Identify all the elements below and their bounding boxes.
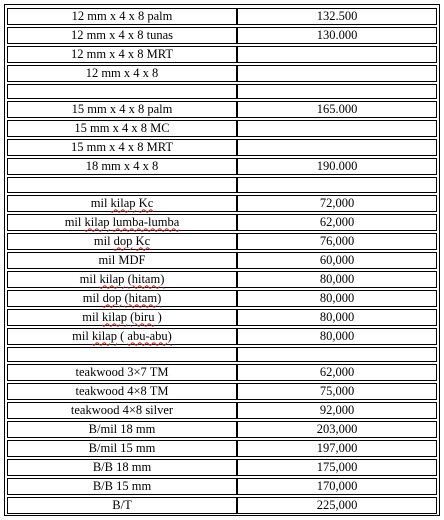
item-price-cell: 72,000	[237, 195, 437, 212]
item-name-cell: mil dop (hitam)	[7, 290, 237, 307]
table-spacer-row	[7, 84, 437, 99]
item-price-cell: 175,000	[237, 459, 437, 476]
spellcheck-word: (biru	[130, 309, 155, 324]
item-price-cell: 132.500	[237, 8, 437, 25]
item-name-cell: 18 mm x 4 x 8	[7, 158, 237, 175]
item-price-cell: 80,000	[237, 271, 437, 288]
item-price-cell	[237, 120, 437, 137]
item-name-cell: B/B 18 mm	[7, 459, 237, 476]
item-name-cell: teakwood 3×7 TM	[7, 364, 237, 381]
table-row	[7, 497, 437, 514]
item-price-cell	[237, 84, 437, 99]
item-price-cell	[237, 347, 437, 362]
table-row	[7, 46, 437, 63]
item-price-cell: 165.000	[237, 101, 437, 118]
item-name-cell: mil kilap Kc	[7, 195, 237, 212]
item-price-cell: 130.000	[237, 27, 437, 44]
table-row	[7, 290, 437, 307]
table-row	[7, 440, 437, 457]
table-row	[7, 27, 437, 44]
spellcheck-word: dop	[113, 233, 133, 248]
item-name-cell: B/mil 15 mm	[7, 440, 237, 457]
spellcheck-word: Kc	[138, 195, 154, 210]
spellcheck-word: abu-abu)	[127, 328, 172, 343]
item-price-cell: 62,000	[237, 364, 437, 381]
item-price-cell	[237, 65, 437, 82]
item-name-cell: B/T	[7, 497, 237, 514]
spellcheck-word: dop	[102, 290, 122, 305]
table-row	[7, 101, 437, 118]
item-name-cell: mil dop Kc	[7, 233, 237, 250]
item-price-cell: 225,000	[237, 497, 437, 514]
table-row	[7, 139, 437, 156]
spellcheck-word: kilap	[84, 214, 110, 229]
table-row	[7, 195, 437, 212]
item-name-cell	[7, 347, 237, 362]
spellcheck-word: kilap	[102, 309, 128, 324]
table-row	[7, 421, 437, 438]
item-name-cell	[7, 177, 237, 192]
spellcheck-word: kilap	[110, 195, 136, 210]
price-table-body	[7, 8, 437, 514]
table-spacer-row	[7, 177, 437, 192]
table-row	[7, 120, 437, 137]
table-row	[7, 383, 437, 400]
table-row	[7, 364, 437, 381]
spellcheck-word: (hitam)	[127, 271, 165, 286]
item-price-cell: 76,000	[237, 233, 437, 250]
item-price-cell: 60,000	[237, 252, 437, 269]
table-row	[7, 65, 437, 82]
item-name-cell: B/mil 18 mm	[7, 421, 237, 438]
item-name-cell: teakwood 4×8 TM	[7, 383, 237, 400]
price-table	[7, 6, 437, 516]
table-row	[7, 252, 437, 269]
spellcheck-word: Kc	[135, 233, 151, 248]
table-row	[7, 478, 437, 495]
item-name-cell: 15 mm x 4 x 8 MC	[7, 120, 237, 137]
spellcheck-word: kilap	[99, 271, 125, 286]
table-row	[7, 309, 437, 326]
item-name-cell: teakwood 4×8 silver	[7, 402, 237, 419]
item-price-cell: 170,000	[237, 478, 437, 495]
spellcheck-word: (hitam)	[124, 290, 162, 305]
item-price-cell: 75,000	[237, 383, 437, 400]
item-name-cell: mil kilap lumba-lumba	[7, 214, 237, 231]
table-row	[7, 271, 437, 288]
item-name-cell: 12 mm x 4 x 8 MRT	[7, 46, 237, 63]
table-row	[7, 214, 437, 231]
item-name-cell: B/B 15 mm	[7, 478, 237, 495]
item-name-cell: mil MDF	[7, 252, 237, 269]
item-price-cell: 80,000	[237, 290, 437, 307]
price-table-container	[4, 4, 440, 516]
spellcheck-word: lumba-lumba	[112, 214, 180, 229]
item-name-cell: 15 mm x 4 x 8 MRT	[7, 139, 237, 156]
item-price-cell	[237, 46, 437, 63]
item-price-cell: 197,000	[237, 440, 437, 457]
item-price-cell	[237, 139, 437, 156]
table-row	[7, 459, 437, 476]
item-name-cell: 12 mm x 4 x 8 tunas	[7, 27, 237, 44]
table-row	[7, 233, 437, 250]
table-row	[7, 158, 437, 175]
table-row	[7, 8, 437, 25]
item-name-cell: 15 mm x 4 x 8 palm	[7, 101, 237, 118]
item-price-cell: 92,000	[237, 402, 437, 419]
spellcheck-word: kilap	[91, 328, 117, 343]
item-name-cell: 12 mm x 4 x 8 palm	[7, 8, 237, 25]
table-row	[7, 402, 437, 419]
table-row	[7, 328, 437, 345]
item-name-cell: mil kilap (hitam)	[7, 271, 237, 288]
item-name-cell: mil kilap (biru )	[7, 309, 237, 326]
item-name-cell: mil kilap ( abu-abu)	[7, 328, 237, 345]
item-price-cell: 80,000	[237, 309, 437, 326]
table-spacer-row	[7, 347, 437, 362]
item-price-cell	[237, 177, 437, 192]
item-price-cell: 190.000	[237, 158, 437, 175]
item-price-cell: 80,000	[237, 328, 437, 345]
item-price-cell: 203,000	[237, 421, 437, 438]
item-price-cell: 62,000	[237, 214, 437, 231]
item-name-cell: 12 mm x 4 x 8	[7, 65, 237, 82]
item-name-cell	[7, 84, 237, 99]
